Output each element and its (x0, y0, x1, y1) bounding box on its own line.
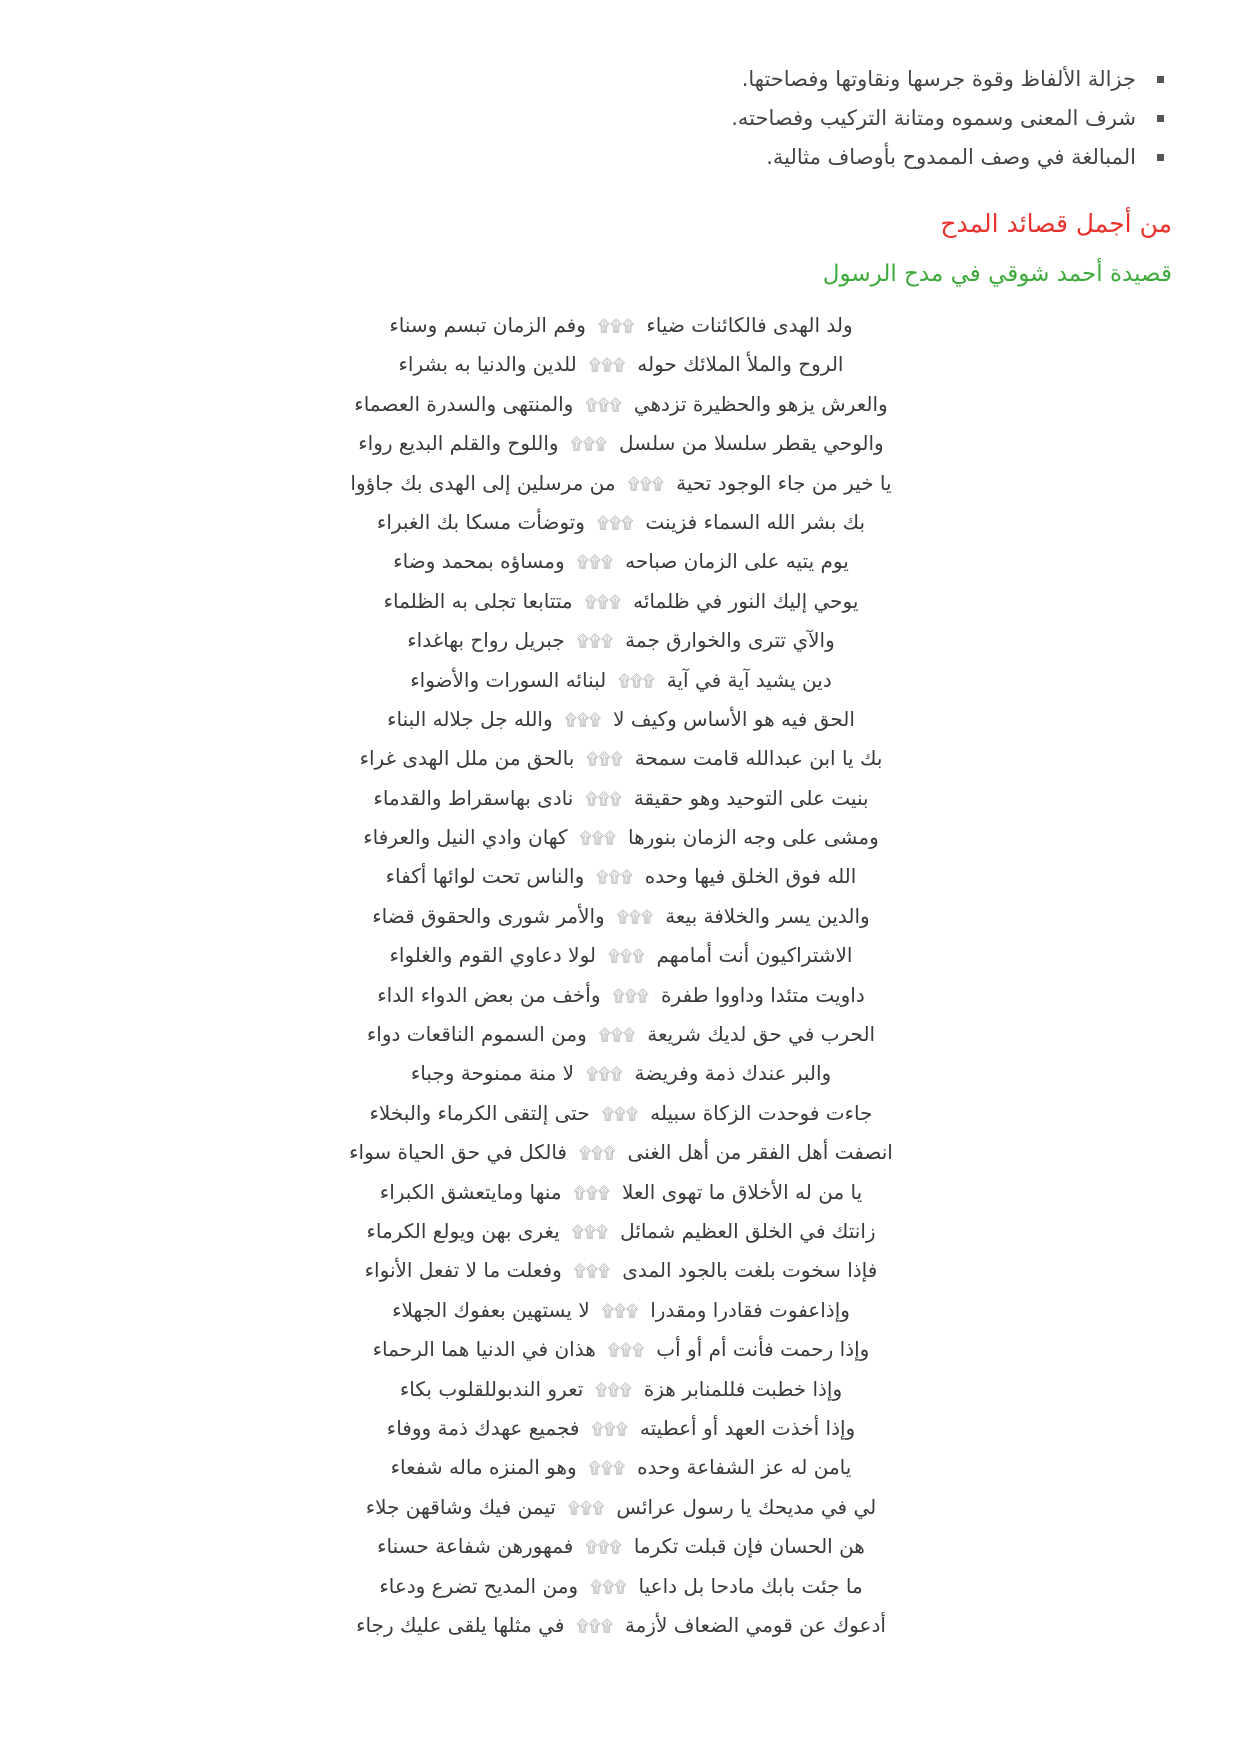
verse-separator-icon: ۩۩۩ (597, 316, 635, 335)
square-bullet-icon (1157, 115, 1164, 122)
verse-separator-icon: ۩۩۩ (618, 670, 655, 690)
verse-first-half: لي في مديحك يا رسول عرائس (616, 1494, 877, 1519)
verse-separator-icon: ۩۩۩ (579, 828, 617, 848)
verse-separator-icon: ۩۩۩ (579, 1143, 616, 1163)
verse-second-half: وتوضأت مسكا بك الغبراء (376, 509, 585, 534)
verse-first-half: يا خير من جاء الوجود تحية (676, 470, 892, 495)
verse-second-half: وفعلت ما لا تفعل الأنواء (364, 1258, 562, 1283)
poem-verse (0, 739, 1242, 778)
verse-first-half: والعرش يزهو والحظيرة تزدهي (633, 391, 888, 416)
poem-verse (0, 542, 1242, 581)
poem-verse (0, 1133, 1242, 1172)
verse-separator-icon: ۩۩۩ (585, 788, 622, 808)
verse-first-half: والدين يسر والخلافة بيعة (665, 903, 870, 928)
verse-separator-icon: ۩۩۩ (586, 749, 623, 769)
verse-first-half: أدعوك عن قومي الضعاف لأزمة (624, 1612, 886, 1637)
verse-second-half: حتى إلتقى الكرماء والبخلاء (369, 1100, 590, 1125)
poem-verse (0, 1251, 1242, 1290)
verse-second-half: ومن السموم الناقعات دواء (366, 1022, 587, 1047)
poem-verse (0, 857, 1242, 896)
verse-separator-icon: ۩۩۩ (616, 906, 654, 926)
verse-second-half: للدين والدنيا به بشراء (398, 352, 577, 377)
verse-second-half: تيمن فيك وشاقهن جلاء (365, 1494, 556, 1519)
poem-verse (0, 1015, 1242, 1054)
list-item-text: شرف المعنى وسموه ومتانة التركيب وفصاحته. (731, 106, 1136, 130)
poem-verse (0, 700, 1242, 739)
list-item (372, 60, 1172, 99)
verse-second-half: ومساؤه بمحمد وضاء (393, 549, 565, 574)
verse-separator-icon: ۩۩۩ (627, 473, 665, 493)
verse-second-half: لبنائه السورات والأضواء (410, 667, 607, 692)
verse-separator-icon: ۩۩۩ (585, 394, 622, 414)
verse-second-half: وأخف من بعض الدواء الداء (377, 982, 601, 1007)
verse-separator-icon: ۩۩۩ (608, 946, 645, 966)
poem-title: قصيدة أحمد شوقي في مدح الرسول (822, 261, 1172, 287)
verse-second-half: والأمر شورى والحقوق قضاء (372, 903, 605, 928)
verse-first-half: انصفت أهل الفقر من أهل الغنى (627, 1140, 893, 1165)
poem-verse (0, 897, 1242, 936)
verse-first-half: بنيت على التوحيد وهو حقيقة (633, 785, 869, 810)
verse-separator-icon: ۩۩۩ (584, 591, 622, 611)
verse-second-half: تعرو الندبوللقلوب بكاء (399, 1376, 584, 1401)
verse-first-half: يامن له عز الشفاعة وحده (637, 1455, 852, 1480)
verse-second-half: هذان في الدنيا هما الرحماء (372, 1337, 596, 1362)
poem-verse (0, 424, 1242, 463)
verse-first-half: والبر عندك ذمة وفريضة (634, 1061, 832, 1086)
poem-verse (0, 1173, 1242, 1212)
poem-verse (0, 818, 1242, 857)
verse-second-half: بالحق من ملل الهدى غراء (359, 746, 575, 771)
list-item-text: جزالة الألفاظ وقوة جرسها ونقاوتها وفصاحتها. (741, 67, 1136, 91)
verse-first-half: الروح والملأ الملائك حوله (637, 352, 844, 377)
poem-verse (0, 345, 1242, 384)
verse-second-half: لا منة ممنوحة وجباء (410, 1061, 575, 1086)
poem-verse (0, 1094, 1242, 1133)
verse-second-half: والمنتهى والسدرة العصماء (354, 391, 574, 416)
verse-second-half: منها ومايتعشق الكبراء (379, 1179, 562, 1204)
verse-second-half: فالكل في حق الحياة سواء (349, 1140, 567, 1165)
verse-first-half: وإذاعفوت فقادرا ومقدرا (650, 1297, 850, 1322)
verse-separator-icon: ۩۩۩ (576, 552, 614, 572)
verse-first-half: ما جئت بابك مادحا بل داعيا (638, 1573, 863, 1598)
verse-separator-icon: ۩۩۩ (576, 631, 614, 651)
list-item-text: المبالغة في وصف الممدوح بأوصاف مثالية. (766, 145, 1136, 169)
verse-second-half: لا يستهين بعفوك الجهلاء (392, 1297, 590, 1322)
verse-first-half: الاشتراكيون أنت أمامهم (656, 943, 853, 968)
verse-first-half: زانتك في الخلق العظيم شمائل (620, 1218, 876, 1243)
verse-second-half: من مرسلين إلى الهدى بك جاؤوا (350, 470, 616, 495)
verse-separator-icon: ۩۩۩ (598, 1025, 636, 1045)
poem-verse (0, 936, 1242, 975)
verse-separator-icon: ۩۩۩ (585, 1537, 622, 1557)
bullet-list (372, 60, 1172, 177)
poem-verse (0, 464, 1242, 503)
poem-verse (0, 1488, 1242, 1527)
list-item (372, 138, 1172, 177)
verse-separator-icon: ۩۩۩ (576, 1615, 613, 1635)
verse-first-half: والآي تترى والخوارق جمة (625, 628, 835, 653)
verse-separator-icon: ۩۩۩ (596, 512, 634, 532)
verse-first-half: ولد الهدى فالكائنات ضياء (646, 313, 853, 337)
verse-separator-icon: ۩۩۩ (612, 985, 649, 1005)
verse-second-half: يغرى بهن ويولع الكرماء (366, 1218, 560, 1243)
verse-separator-icon: ۩۩۩ (588, 355, 626, 375)
verse-separator-icon: ۩۩۩ (588, 1458, 626, 1478)
verse-second-half: في مثلها يلقى عليك رجاء (356, 1612, 565, 1637)
verse-first-half: وإذا أخذت العهد أو أعطيته (639, 1415, 856, 1440)
verse-first-half: يوم يتيه على الزمان صباحه (625, 549, 849, 574)
verse-first-half: يوحي إليك النور في ظلمائه (633, 588, 859, 613)
verse-separator-icon: ۩۩۩ (595, 1379, 632, 1399)
verse-first-half: بك يا ابن عبدالله قامت سمحة (634, 746, 883, 771)
verse-first-half: الحرب في حق لديك شريعة (647, 1022, 876, 1047)
verse-separator-icon: ۩۩۩ (567, 1497, 605, 1517)
list-item (372, 99, 1172, 138)
verse-separator-icon: ۩۩۩ (586, 1064, 623, 1084)
poem-verse (0, 1527, 1242, 1566)
verse-second-half: واللوح والقلم البديع رواء (358, 431, 559, 456)
poem-verse (0, 661, 1242, 700)
verse-first-half: هن الحسان فإن قبلت تكرما (633, 1534, 865, 1559)
verse-second-half: والناس تحت لوائها أكفاء (385, 864, 585, 889)
poem (0, 306, 1242, 1645)
poem-verse (0, 1291, 1242, 1330)
verse-separator-icon: ۩۩۩ (571, 1221, 609, 1241)
verse-separator-icon: ۩۩۩ (607, 1340, 645, 1360)
section-heading: من أجمل قصائد المدح (940, 209, 1172, 238)
verse-first-half: بك بشر الله السماء فزينت (645, 509, 866, 534)
verse-second-half: متتابعا تجلى به الظلماء (383, 588, 573, 613)
poem-verse (0, 306, 1242, 345)
verse-separator-icon: ۩۩۩ (596, 867, 633, 887)
verse-second-half: وهو المنزه ماله شفعاء (390, 1455, 577, 1480)
poem-verse (0, 503, 1242, 542)
verse-first-half: الحق فيه هو الأساس وكيف لا (613, 706, 855, 731)
poem-verse (0, 582, 1242, 621)
verse-second-half: نادى بهاسقراط والقدماء (373, 785, 574, 810)
verse-second-half: لولا دعاوي القوم والغلواء (389, 943, 596, 968)
verse-second-half: كهان وادي النيل والعرفاء (363, 825, 568, 850)
poem-verse (0, 385, 1242, 424)
verse-first-half: يا من له الأخلاق ما تهوى العلا (622, 1179, 863, 1204)
square-bullet-icon (1157, 154, 1164, 161)
poem-verse (0, 779, 1242, 818)
verse-first-half: فإذا سخوت بلغت بالجود المدى (622, 1258, 878, 1283)
verse-separator-icon: ۩۩۩ (570, 434, 608, 454)
poem-verse (0, 1330, 1242, 1369)
verse-first-half: دين يشيد آية في آية (666, 667, 832, 692)
verse-separator-icon: ۩۩۩ (573, 1261, 611, 1281)
verse-first-half: والوحي يقطر سلسلا من سلسل (619, 431, 884, 456)
poem-verse (0, 1448, 1242, 1487)
verse-first-half: ومشى على وجه الزمان بنورها (628, 825, 879, 850)
poem-verse (0, 621, 1242, 660)
verse-second-half: وفم الزمان تبسم وسناء (389, 313, 586, 337)
poem-verse (0, 1370, 1242, 1409)
verse-first-half: وإذا رحمت فأنت أم أو أب (656, 1337, 870, 1362)
verse-second-half: فمهورهن شفاعة حسناء (377, 1534, 574, 1559)
poem-verse (0, 1606, 1242, 1645)
verse-second-half: جبريل رواح بهاغداء (407, 628, 565, 653)
verse-first-half: الله فوق الخلق فيها وحده (644, 864, 857, 889)
verse-second-half: فجميع عهدك ذمة ووفاء (386, 1415, 580, 1440)
verse-separator-icon: ۩۩۩ (591, 1418, 628, 1438)
verse-second-half: ومن المديح تضرع ودعاء (379, 1573, 579, 1598)
verse-separator-icon: ۩۩۩ (564, 709, 602, 729)
poem-verse (0, 1054, 1242, 1093)
poem-verse (0, 976, 1242, 1015)
square-bullet-icon (1157, 76, 1164, 83)
poem-verse (0, 1567, 1242, 1606)
verse-first-half: وإذا خطبت فللمنابر هزة (643, 1376, 843, 1401)
poem-verse (0, 1409, 1242, 1448)
verse-separator-icon: ۩۩۩ (601, 1300, 639, 1320)
verse-separator-icon: ۩۩۩ (601, 1103, 639, 1123)
verse-second-half: والله جل جلاله البناء (387, 706, 553, 731)
verse-separator-icon: ۩۩۩ (590, 1576, 627, 1596)
poem-verse (0, 1212, 1242, 1251)
verse-first-half: داويت متئدا وداووا طفرة (660, 982, 865, 1007)
verse-separator-icon: ۩۩۩ (573, 1182, 611, 1202)
verse-first-half: جاءت فوحدت الزكاة سبيله (650, 1100, 873, 1125)
